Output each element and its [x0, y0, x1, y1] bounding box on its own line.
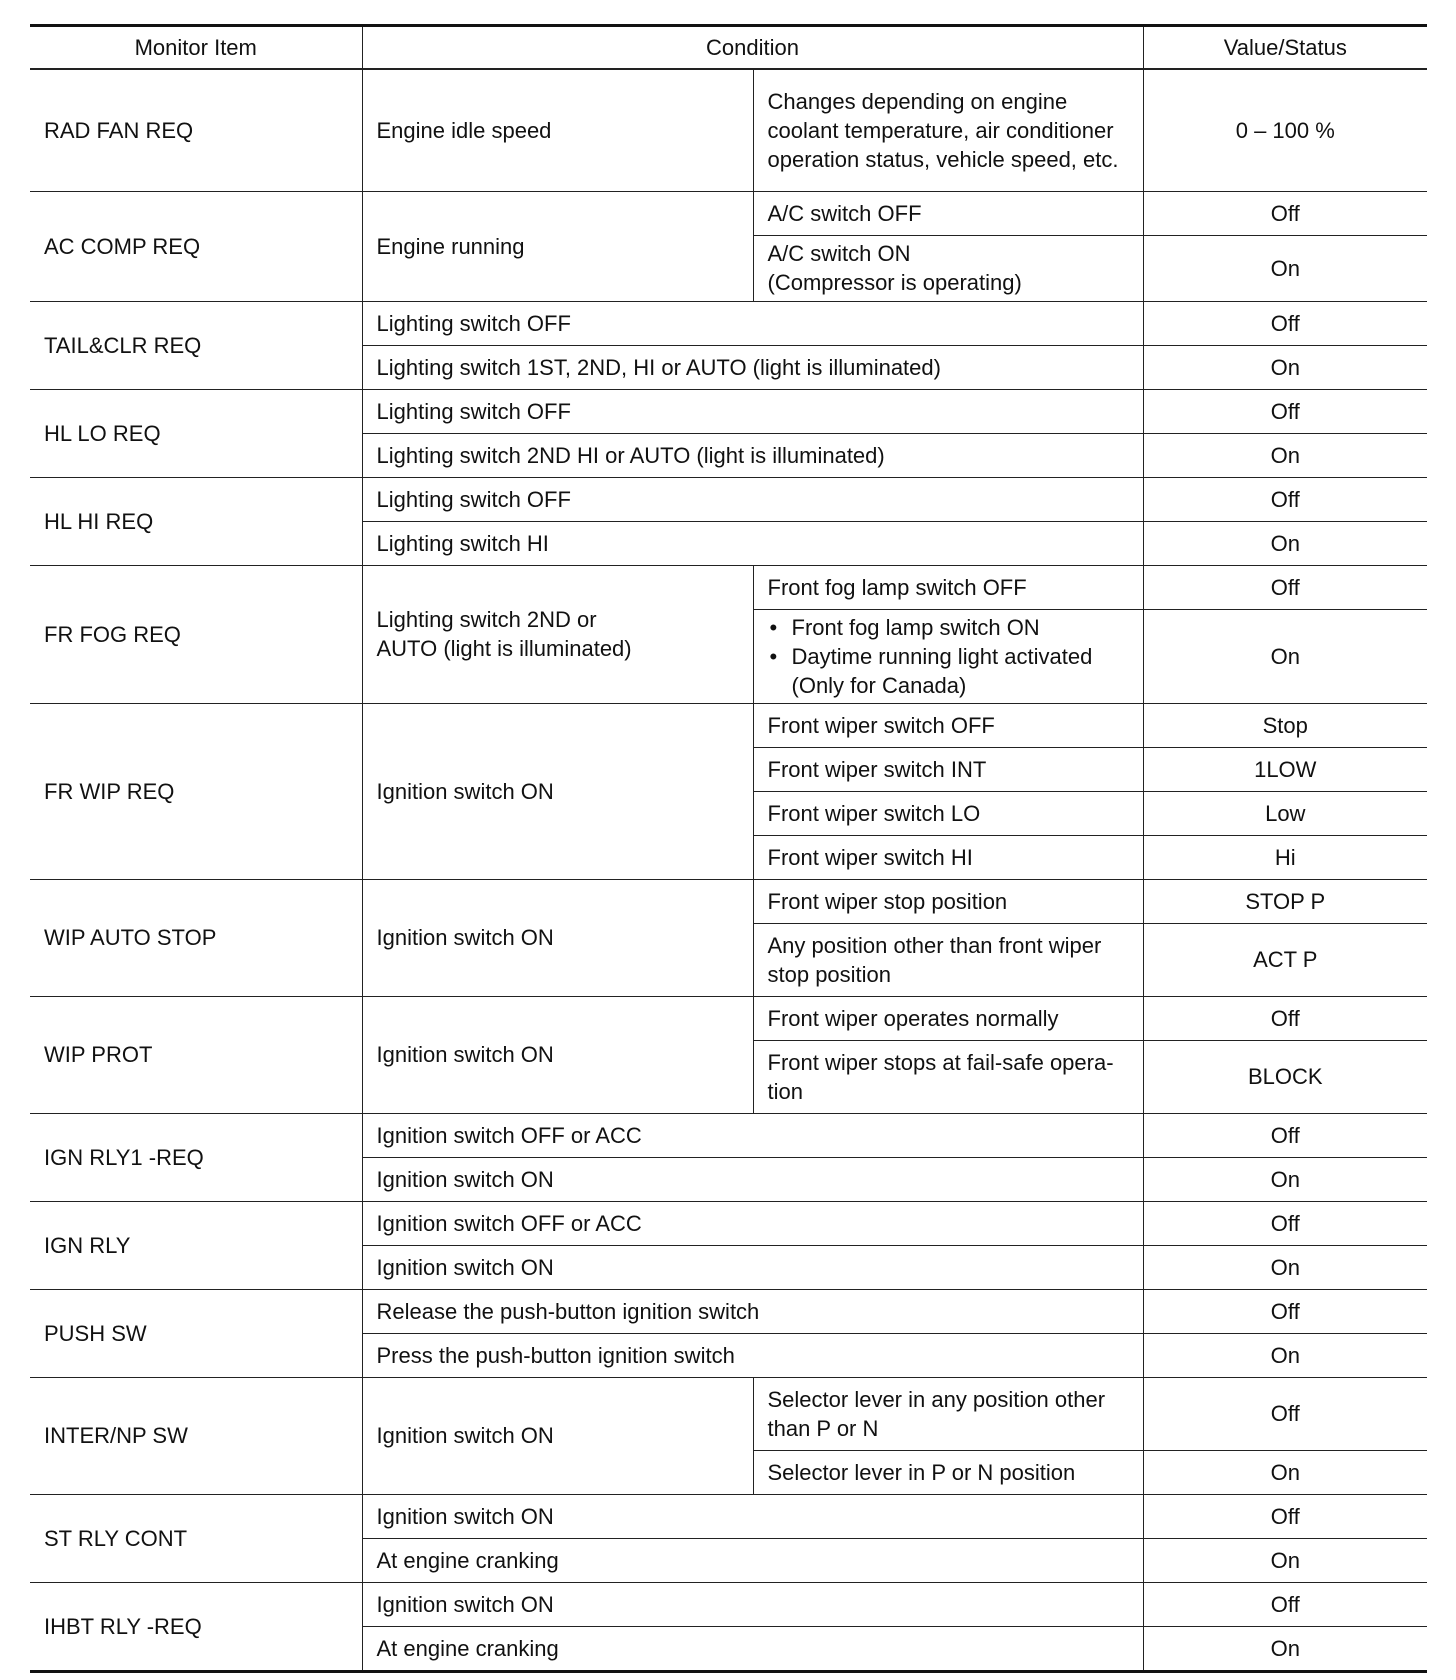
condition-cell: Ignition switch ON	[362, 1582, 1143, 1626]
table-row	[30, 1582, 1427, 1626]
condition-cell: Ignition switch OFF or ACC	[362, 1201, 1143, 1245]
value-cell: Low	[1143, 791, 1427, 835]
condition-cell: Lighting switch OFF	[362, 301, 1143, 345]
monitor-item-cell: IHBT RLY -REQ	[30, 1582, 362, 1671]
sub-condition-cell: A/C switch OFF	[753, 191, 1143, 235]
condition-cell: Engine idle speed	[362, 69, 753, 191]
value-cell: On	[1143, 1626, 1427, 1671]
table-row	[30, 191, 1427, 235]
value-cell: Off	[1143, 477, 1427, 521]
value-cell: 1LOW	[1143, 747, 1427, 791]
sub-condition-cell	[753, 609, 1143, 703]
monitor-item-cell: ST RLY CONT	[30, 1494, 362, 1582]
table-row	[30, 477, 1427, 521]
condition-cell: At engine cranking	[362, 1626, 1143, 1671]
value-cell: Off	[1143, 389, 1427, 433]
monitor-item-cell: INTER/NP SW	[30, 1377, 362, 1494]
value-cell: On	[1143, 609, 1427, 703]
header-row	[30, 26, 1427, 70]
table-row	[30, 1377, 1427, 1450]
condition-cell: At engine cranking	[362, 1538, 1143, 1582]
table-row	[30, 1113, 1427, 1157]
condition-cell: Ignition switch ON	[362, 1494, 1143, 1538]
table-row	[30, 565, 1427, 609]
sub-condition-cell: Front wiper operates normally	[753, 996, 1143, 1040]
sub-condition-line: Front wiper stops at fail-safe opera-	[767, 1049, 1114, 1075]
condition-cell: Engine running	[362, 191, 753, 301]
condition-cell: Lighting switch HI	[362, 521, 1143, 565]
sub-condition-cell: Front wiper switch LO	[753, 791, 1143, 835]
table-row	[30, 703, 1427, 747]
value-cell: On	[1143, 1333, 1427, 1377]
table-row	[30, 69, 1427, 191]
table-row	[30, 1289, 1427, 1333]
condition-cell: Lighting switch OFF	[362, 389, 1143, 433]
table-row	[30, 879, 1427, 923]
condition-cell: Lighting switch 2ND HI or AUTO (light is illuminated)	[362, 433, 1143, 477]
value-cell: Off	[1143, 1201, 1427, 1245]
value-cell: Hi	[1143, 835, 1427, 879]
monitor-item-cell: TAIL&CLR REQ	[30, 301, 362, 389]
sub-condition-line: A/C switch ON	[767, 241, 911, 266]
condition-line: Lighting switch 2ND or	[376, 607, 597, 632]
bullet-list	[768, 613, 1129, 700]
monitor-item-cell: IGN RLY	[30, 1201, 362, 1289]
monitor-table	[30, 24, 1427, 1673]
value-cell: Off	[1143, 565, 1427, 609]
monitor-item-cell: PUSH SW	[30, 1289, 362, 1377]
value-cell: STOP P	[1143, 879, 1427, 923]
condition-cell: Ignition switch ON	[362, 996, 753, 1113]
value-cell: Off	[1143, 1582, 1427, 1626]
sub-condition-cell: Front wiper switch HI	[753, 835, 1143, 879]
value-cell: On	[1143, 1450, 1427, 1494]
table-row	[30, 996, 1427, 1040]
bullet-item: • Front fog lamp switch ON	[792, 613, 1129, 642]
sub-condition-cell: Front fog lamp switch OFF	[753, 565, 1143, 609]
sub-condition-cell: Selector lever in any position other than P or N	[753, 1377, 1143, 1450]
value-cell: Off	[1143, 996, 1427, 1040]
value-cell: On	[1143, 1245, 1427, 1289]
header-condition: Condition	[362, 26, 1143, 70]
monitor-item-cell: RAD FAN REQ	[30, 69, 362, 191]
table-row	[30, 1201, 1427, 1245]
monitor-item-cell: FR WIP REQ	[30, 703, 362, 879]
value-cell: ACT P	[1143, 923, 1427, 996]
value-cell: On	[1143, 433, 1427, 477]
sub-condition-cell: Front wiper switch OFF	[753, 703, 1143, 747]
value-cell: BLOCK	[1143, 1040, 1427, 1113]
table-row	[30, 389, 1427, 433]
monitor-item-cell: WIP PROT	[30, 996, 362, 1113]
condition-cell: Lighting switch OFF	[362, 477, 1143, 521]
condition-cell: Ignition switch OFF or ACC	[362, 1113, 1143, 1157]
header-monitor-item: Monitor Item	[30, 26, 362, 70]
sub-condition-cell: Front wiper switch INT	[753, 747, 1143, 791]
condition-cell: Ignition switch ON	[362, 1245, 1143, 1289]
sub-condition-cell: Changes depending on engine coolant temperature, air conditioner operation status, vehicle speed, etc.	[753, 69, 1143, 191]
condition-cell: Ignition switch ON	[362, 703, 753, 879]
header-value-status: Value/Status	[1143, 26, 1427, 70]
monitor-item-cell: HL LO REQ	[30, 389, 362, 477]
bullet-item: • Daytime running light activated (Only for Canada)	[792, 642, 1129, 700]
value-cell: On	[1143, 521, 1427, 565]
condition-cell	[362, 565, 753, 703]
value-cell: Off	[1143, 191, 1427, 235]
value-cell: Off	[1143, 1289, 1427, 1333]
monitor-item-cell: HL HI REQ	[30, 477, 362, 565]
condition-cell: Release the push-button ignition switch	[362, 1289, 1143, 1333]
sub-condition-cell: Front wiper stop position	[753, 879, 1143, 923]
monitor-item-cell: IGN RLY1 -REQ	[30, 1113, 362, 1201]
sub-condition-cell: Selector lever in P or N position	[753, 1450, 1143, 1494]
sub-condition-line: (Compressor is operating)	[767, 270, 1022, 295]
table-row	[30, 1494, 1427, 1538]
condition-line: AUTO (light is illuminated)	[376, 636, 632, 661]
value-cell: On	[1143, 235, 1427, 301]
value-cell: Off	[1143, 1113, 1427, 1157]
value-cell: On	[1143, 1538, 1427, 1582]
sub-condition-cell: Any position other than front wiper stop position	[753, 923, 1143, 996]
monitor-item-cell: FR FOG REQ	[30, 565, 362, 703]
value-cell: Off	[1143, 1377, 1427, 1450]
sub-condition-line: tion	[767, 1078, 803, 1104]
table-row	[30, 301, 1427, 345]
value-cell: Stop	[1143, 703, 1427, 747]
value-cell: Off	[1143, 1494, 1427, 1538]
sub-condition-cell	[753, 235, 1143, 301]
value-cell: On	[1143, 345, 1427, 389]
value-cell: 0 – 100 %	[1143, 69, 1427, 191]
condition-cell: Ignition switch ON	[362, 1377, 753, 1494]
condition-cell: Press the push-button ignition switch	[362, 1333, 1143, 1377]
condition-cell: Ignition switch ON	[362, 879, 753, 996]
value-cell: On	[1143, 1157, 1427, 1201]
monitor-item-cell: AC COMP REQ	[30, 191, 362, 301]
monitor-item-cell: WIP AUTO STOP	[30, 879, 362, 996]
condition-cell: Lighting switch 1ST, 2ND, HI or AUTO (light is illuminated)	[362, 345, 1143, 389]
value-cell: Off	[1143, 301, 1427, 345]
sub-condition-cell	[753, 1040, 1143, 1113]
condition-cell: Ignition switch ON	[362, 1157, 1143, 1201]
